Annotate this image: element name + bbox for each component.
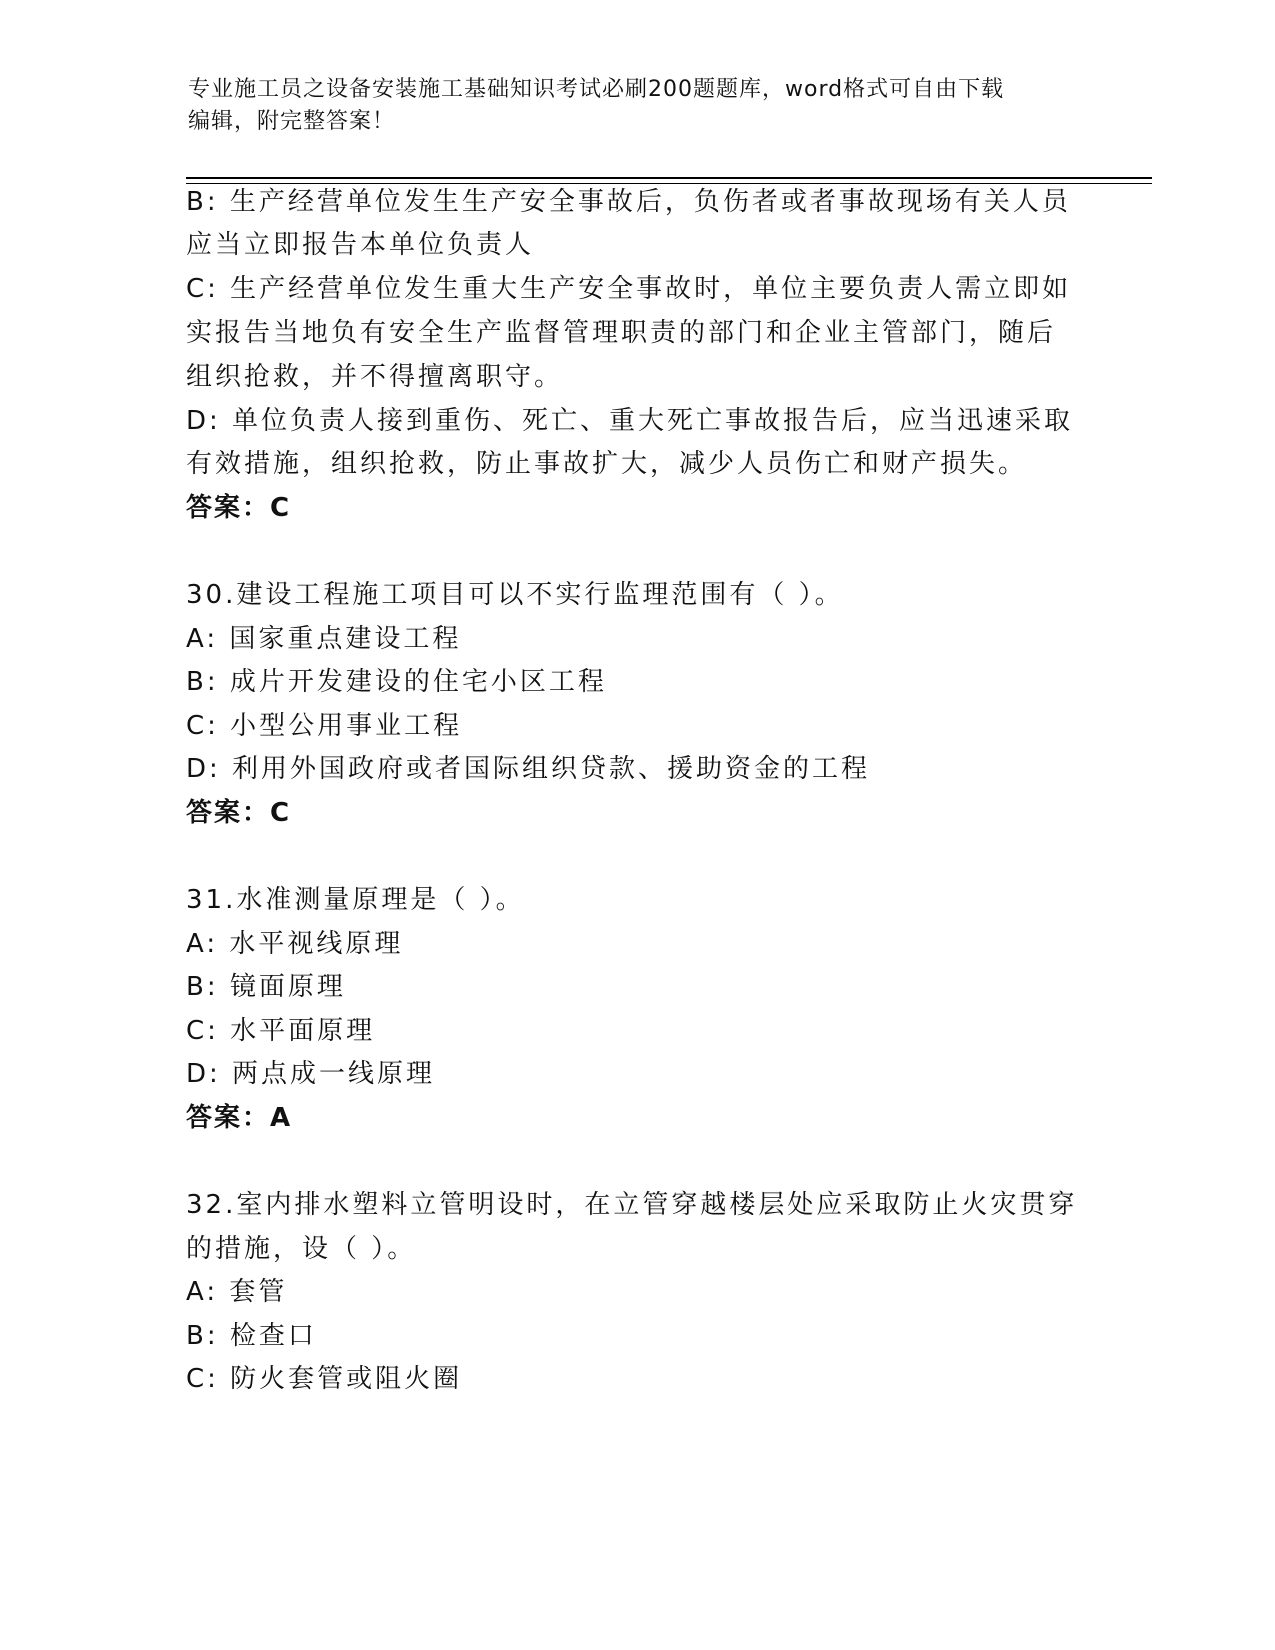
q31-option-d: D: 两点成一线原理 xyxy=(186,1059,436,1089)
q30-option-d: D: 利用外国政府或者国际组织贷款、援助资金的工程 xyxy=(186,754,871,784)
q31-option-b: B: 镜面原理 xyxy=(186,972,346,1002)
q29-option-c-line-1: C: 生产经营单位发生重大生产安全事故时，单位主要负责人需立即如 xyxy=(186,274,1072,304)
q32-option-b: B: 检查口 xyxy=(186,1321,317,1351)
q30-option-b: B: 成片开发建设的住宅小区工程 xyxy=(186,667,607,697)
q30-option-c: C: 小型公用事业工程 xyxy=(186,711,463,741)
header-title-line-1: 专业施工员之设备安装施工基础知识考试必刷200题题库，word格式可自由下载 xyxy=(188,77,1005,102)
header-title-line-2: 编辑，附完整答案！ xyxy=(188,109,396,134)
q32-option-a: A: 套管 xyxy=(186,1277,288,1307)
q31-question: 31.水准测量原理是（ ）。 xyxy=(186,885,525,915)
q30-question: 30.建设工程施工项目可以不实行监理范围有（ ）。 xyxy=(186,580,844,610)
q32-question-line-1: 32.室内排水塑料立管明设时，在立管穿越楼层处应采取防止火灾贯穿 xyxy=(186,1190,1078,1220)
header-divider-thin xyxy=(186,183,1152,184)
q31-option-c: C: 水平面原理 xyxy=(186,1016,376,1046)
q29-option-b-line-1: B: 生产经营单位发生生产安全事故后，负伤者或者事故现场有关人员 xyxy=(186,187,1071,217)
q29-option-c-line-2: 实报告当地负有安全生产监督管理职责的部门和企业主管部门，随后 xyxy=(186,318,1057,348)
document-header xyxy=(188,74,1088,138)
q31-answer: 答案：A xyxy=(186,1103,293,1133)
q29-option-b-line-2: 应当立即报告本单位负责人 xyxy=(186,230,535,260)
q29-answer: 答案：C xyxy=(186,493,292,523)
header-divider-thick xyxy=(186,177,1152,179)
q30-option-a: A: 国家重点建设工程 xyxy=(186,624,462,654)
q30-answer: 答案：C xyxy=(186,798,292,828)
q31-option-a: A: 水平视线原理 xyxy=(186,929,404,959)
q29-option-d-line-2: 有效措施，组织抢救，防止事故扩大，减少人员伤亡和财产损失。 xyxy=(186,449,1028,479)
q32-question-line-2: 的措施，设（ ）。 xyxy=(186,1234,417,1264)
q32-option-c: C: 防火套管或阻火圈 xyxy=(186,1364,463,1394)
q29-option-d-line-1: D: 单位负责人接到重伤、死亡、重大死亡事故报告后，应当迅速采取 xyxy=(186,406,1074,436)
q29-option-c-line-3: 组织抢救，并不得擅离职守。 xyxy=(186,362,564,392)
